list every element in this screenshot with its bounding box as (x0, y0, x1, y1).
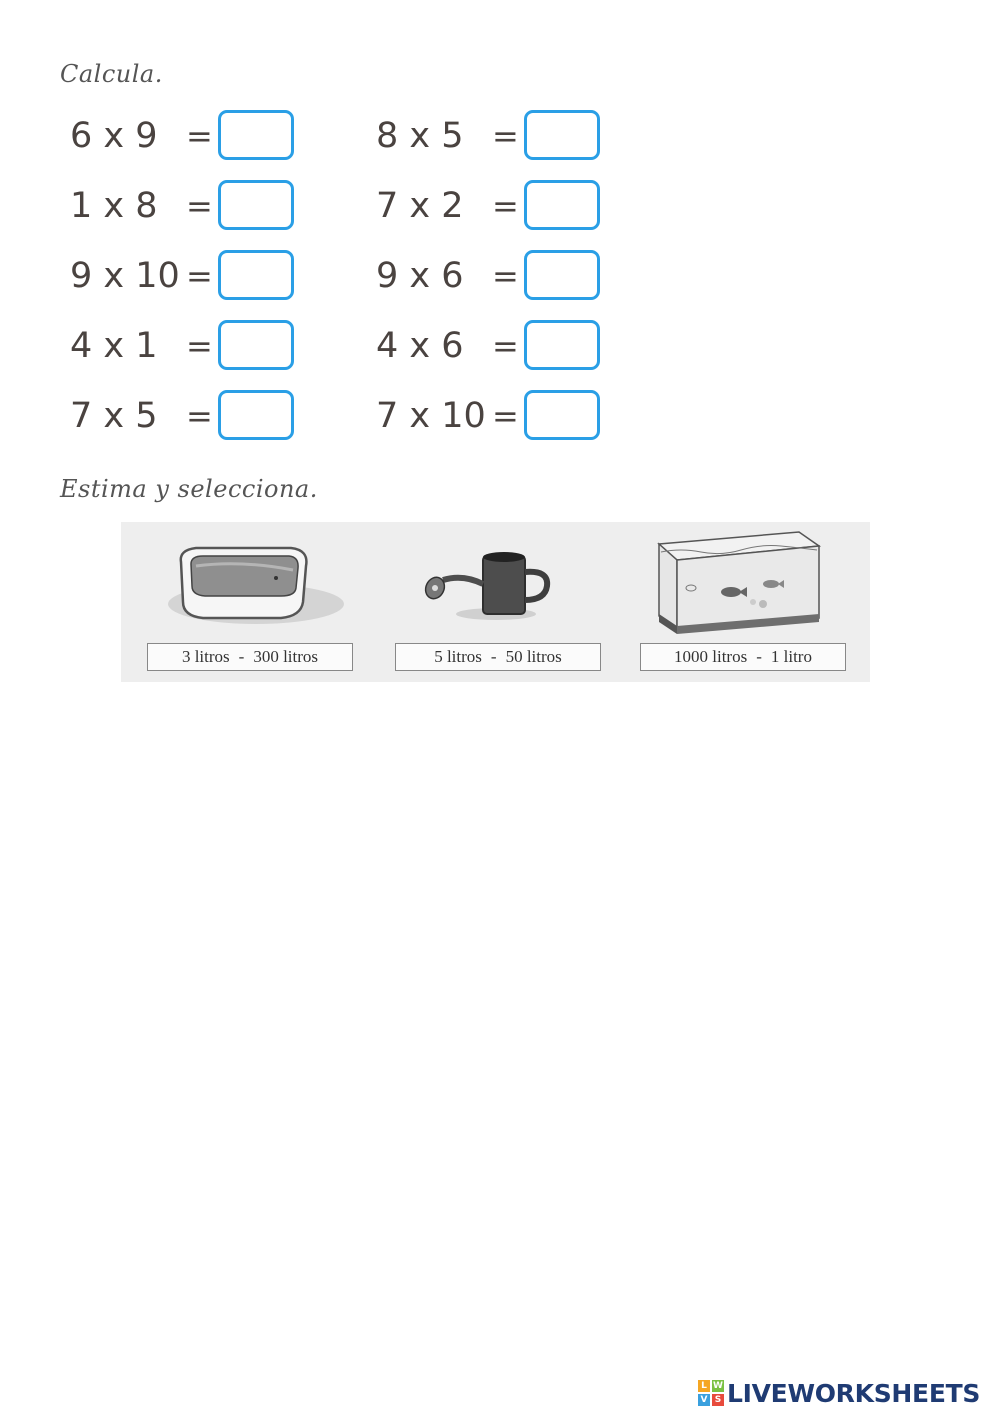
option-separator: - (238, 647, 245, 666)
option-1-litro[interactable]: 1 litro (770, 647, 812, 666)
equals-sign: = (492, 327, 519, 365)
option-3-litros[interactable]: 3 litros (181, 647, 230, 666)
estimate-options (395, 643, 601, 671)
answer-input[interactable] (524, 180, 600, 230)
aquarium-icon (621, 522, 870, 642)
option-50-litros[interactable]: 50 litros (505, 647, 562, 666)
estimate-item-aquarium (621, 522, 871, 682)
bathtub-icon (121, 522, 371, 642)
multiplication-expression: 6 x 9 (70, 116, 158, 156)
equals-sign: = (186, 327, 213, 365)
multiplication-expression: 8 x 5 (376, 116, 464, 156)
equals-sign: = (492, 257, 519, 295)
estimate-item-watering-can (371, 522, 621, 682)
answer-input[interactable] (524, 390, 600, 440)
answer-input[interactable] (218, 390, 294, 440)
equals-sign: = (186, 117, 213, 155)
option-separator: - (756, 647, 762, 666)
answer-input[interactable] (524, 110, 600, 160)
multiplication-expression: 4 x 6 (376, 326, 464, 366)
answer-input[interactable] (524, 250, 600, 300)
answer-input[interactable] (524, 320, 600, 370)
logo-block: L (698, 1380, 710, 1392)
multiplication-expression: 7 x 10 (376, 396, 486, 436)
answer-input[interactable] (218, 110, 294, 160)
multiplication-expression: 1 x 8 (70, 186, 158, 226)
answer-input[interactable] (218, 320, 294, 370)
equals-sign: = (186, 187, 213, 225)
option-5-litros[interactable]: 5 litros (434, 647, 482, 666)
estimate-options (147, 643, 353, 671)
estimate-options (640, 643, 846, 671)
option-separator: - (490, 647, 497, 666)
multiplication-expression: 4 x 1 (70, 326, 158, 366)
equals-sign: = (186, 257, 213, 295)
instruction-estima: Estima y selecciona. (60, 475, 318, 503)
multiplication-expression: 9 x 6 (376, 256, 464, 296)
option-1000-litros[interactable]: 1000 litros (674, 647, 748, 666)
watering-can-icon (371, 522, 621, 642)
equals-sign: = (492, 187, 519, 225)
logo-block: V (698, 1394, 710, 1406)
multiplication-expression: 7 x 2 (376, 186, 464, 226)
liveworksheets-logo (698, 1378, 980, 1408)
estimate-panel (121, 522, 870, 682)
multiplication-expression: 9 x 10 (70, 256, 180, 296)
multiplication-expression: 7 x 5 (70, 396, 158, 436)
equals-sign: = (492, 397, 519, 435)
logo-block: W (713, 1381, 723, 1391)
answer-input[interactable] (218, 250, 294, 300)
equals-sign: = (186, 397, 213, 435)
estimate-item-bathtub (121, 522, 371, 682)
answer-input[interactable] (218, 180, 294, 230)
equals-sign: = (492, 117, 519, 155)
logo-text: LIVEWORKSHEETS (727, 1378, 981, 1408)
logo-blocks-icon (698, 1380, 724, 1406)
instruction-calcula: Calcula. (60, 60, 163, 88)
option-300-litros[interactable]: 300 litros (253, 647, 319, 666)
logo-block: S (712, 1394, 724, 1406)
